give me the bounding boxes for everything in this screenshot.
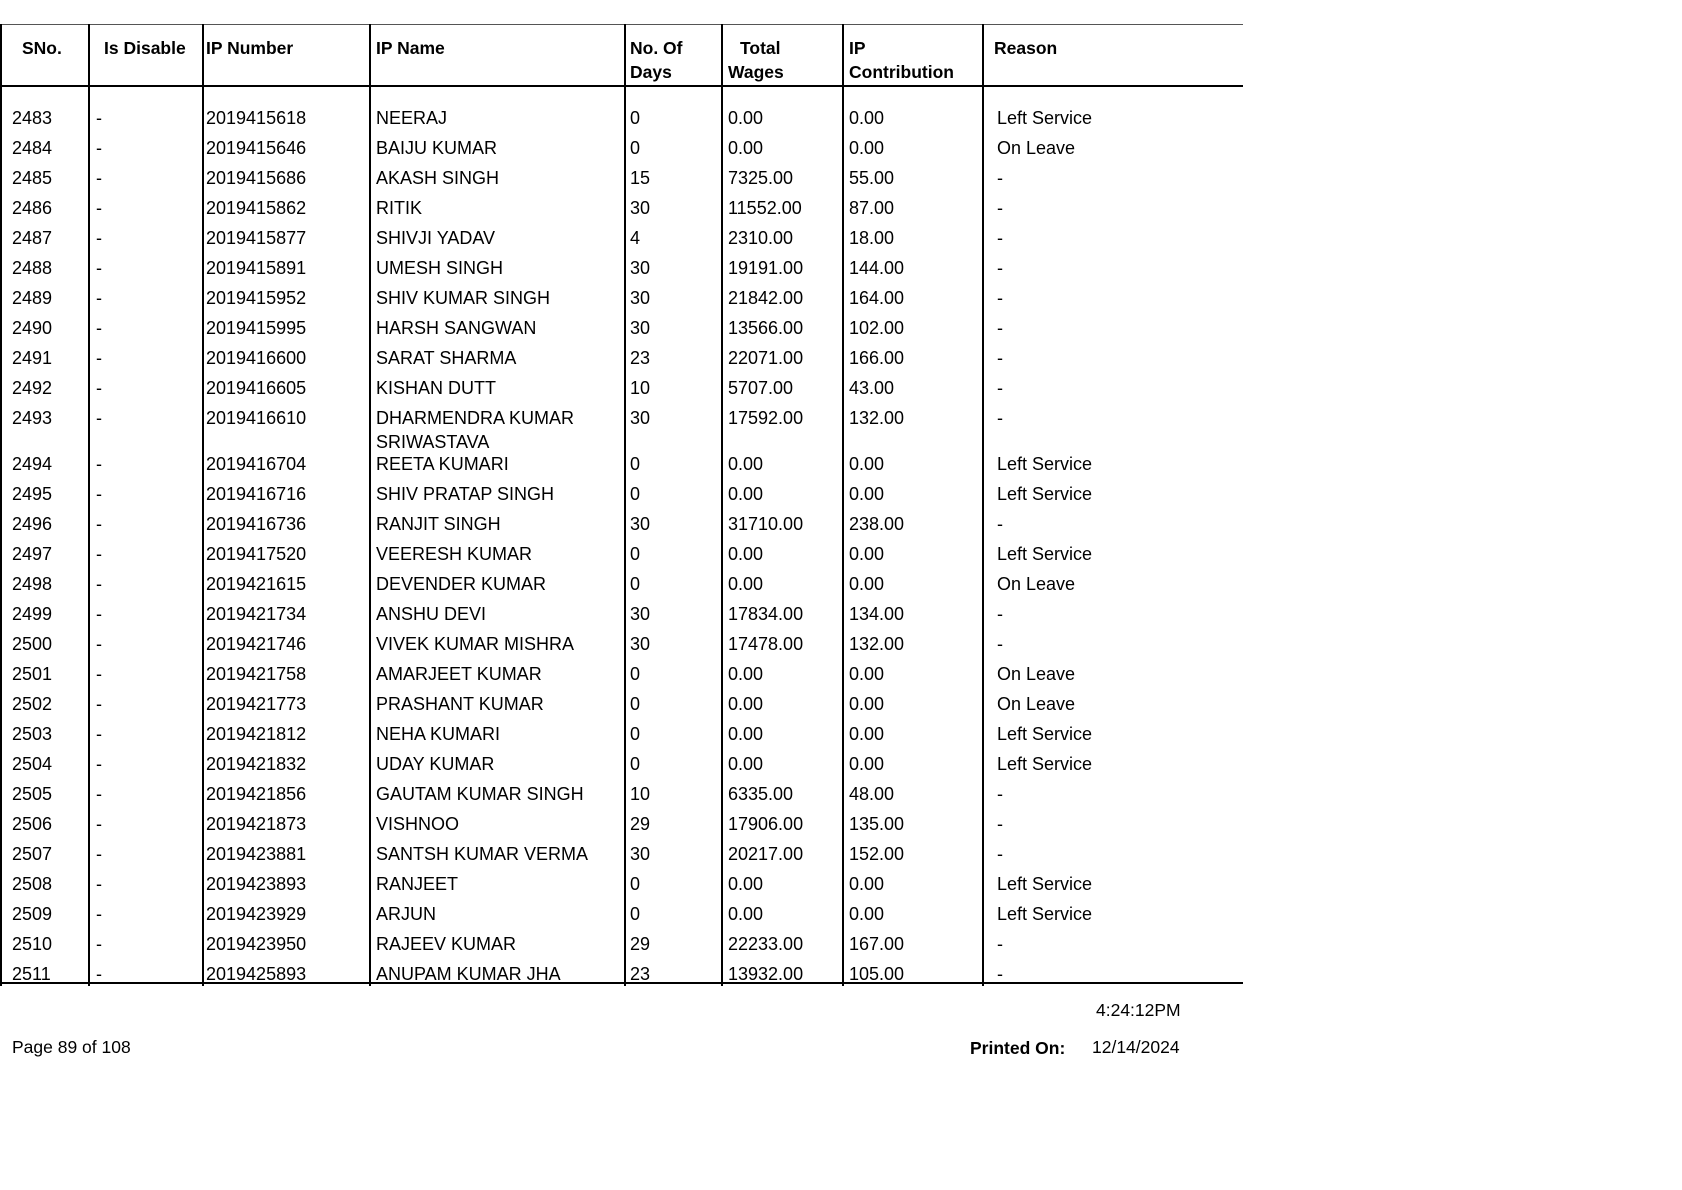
cell-total-wages: 0.00 — [728, 904, 764, 924]
cell-ip-number: 2019421734 — [206, 604, 307, 624]
cell-no-of-days: 0 — [630, 724, 641, 744]
cell-is-disable: - — [96, 754, 102, 774]
cell-ip-contribution: 48.00 — [849, 784, 895, 804]
cell-ip-contribution: 0.00 — [849, 724, 885, 744]
cell-is-disable: - — [96, 784, 102, 804]
cell-ip-contribution: 18.00 — [849, 228, 895, 248]
cell-ip-contribution: 0.00 — [849, 484, 885, 504]
cell-ip-contribution: 132.00 — [849, 634, 905, 654]
cell-is-disable: - — [96, 348, 102, 368]
cell-reason: Left Service — [997, 544, 1093, 564]
cell-sno: 2488 — [12, 258, 53, 278]
cell-is-disable: - — [96, 544, 102, 564]
col-divider — [0, 24, 2, 986]
cell-is-disable: - — [96, 484, 102, 504]
header-ip-number: IP Number — [206, 38, 294, 58]
cell-no-of-days: 30 — [630, 258, 651, 278]
cell-ip-name: RANJIT SINGH — [376, 514, 501, 534]
cell-ip-contribution: 164.00 — [849, 288, 905, 308]
cell-no-of-days: 0 — [630, 138, 641, 158]
cell-sno: 2486 — [12, 198, 53, 218]
cell-ip-name: BAIJU KUMAR — [376, 138, 498, 158]
cell-no-of-days: 0 — [630, 664, 641, 684]
cell-is-disable: - — [96, 408, 102, 428]
cell-is-disable: - — [96, 844, 102, 864]
cell-no-of-days: 0 — [630, 874, 641, 894]
cell-reason: Left Service — [997, 484, 1093, 504]
cell-reason: On Leave — [997, 574, 1076, 594]
cell-total-wages: 19191.00 — [728, 258, 804, 278]
cell-total-wages: 0.00 — [728, 694, 764, 714]
cell-total-wages: 22233.00 — [728, 934, 804, 954]
cell-no-of-days: 10 — [630, 784, 651, 804]
cell-ip-name: DHARMENDRA KUMAR SRIWASTAVA — [376, 408, 575, 452]
cell-sno: 2500 — [12, 634, 53, 654]
cell-ip-number: 2019415995 — [206, 318, 307, 338]
cell-ip-contribution: 152.00 — [849, 844, 905, 864]
cell-no-of-days: 23 — [630, 964, 651, 984]
cell-no-of-days: 29 — [630, 934, 651, 954]
cell-total-wages: 17592.00 — [728, 408, 804, 428]
cell-ip-contribution: 166.00 — [849, 348, 905, 368]
header-ip-contribution-line1: IP — [849, 38, 866, 58]
cell-ip-number: 2019423929 — [206, 904, 307, 924]
cell-is-disable: - — [96, 288, 102, 308]
page-number: Page 89 of 108 — [12, 1037, 131, 1057]
cell-no-of-days: 4 — [630, 228, 641, 248]
cell-is-disable: - — [96, 514, 102, 534]
cell-is-disable: - — [96, 634, 102, 654]
cell-ip-contribution: 102.00 — [849, 318, 905, 338]
cell-is-disable: - — [96, 814, 102, 834]
cell-no-of-days: 30 — [630, 408, 651, 428]
cell-sno: 2487 — [12, 228, 53, 248]
cell-no-of-days: 29 — [630, 814, 651, 834]
cell-sno: 2505 — [12, 784, 53, 804]
cell-ip-name: AMARJEET KUMAR — [376, 664, 542, 684]
cell-ip-number: 2019415646 — [206, 138, 307, 158]
cell-no-of-days: 0 — [630, 484, 641, 504]
cell-ip-contribution: 0.00 — [849, 138, 885, 158]
cell-ip-name: SHIVJI YADAV — [376, 228, 496, 248]
cell-reason: - — [997, 288, 1003, 308]
cell-is-disable: - — [96, 574, 102, 594]
cell-reason: - — [997, 964, 1003, 984]
cell-sno: 2483 — [12, 108, 53, 128]
cell-sno: 2497 — [12, 544, 53, 564]
cell-ip-name: NEHA KUMARI — [376, 724, 501, 744]
cell-ip-number: 2019421856 — [206, 784, 307, 804]
cell-total-wages: 0.00 — [728, 108, 764, 128]
cell-ip-number: 2019416605 — [206, 378, 307, 398]
cell-no-of-days: 0 — [630, 574, 641, 594]
cell-total-wages: 0.00 — [728, 754, 764, 774]
cell-sno: 2484 — [12, 138, 53, 158]
cell-reason: Left Service — [997, 874, 1093, 894]
cell-ip-name: RAJEEV KUMAR — [376, 934, 517, 954]
cell-ip-number: 2019416736 — [206, 514, 307, 534]
cell-ip-contribution: 43.00 — [849, 378, 895, 398]
cell-reason: - — [997, 378, 1003, 398]
cell-reason: Left Service — [997, 754, 1093, 774]
cell-total-wages: 0.00 — [728, 874, 764, 894]
cell-sno: 2506 — [12, 814, 53, 834]
cell-total-wages: 13566.00 — [728, 318, 804, 338]
col-divider — [202, 24, 204, 986]
cell-is-disable: - — [96, 228, 102, 248]
printed-date: 12/14/2024 — [1092, 1037, 1180, 1057]
cell-ip-contribution: 87.00 — [849, 198, 895, 218]
header-no-of-days-line2: Days — [630, 62, 672, 82]
cell-reason: - — [997, 784, 1003, 804]
cell-ip-contribution: 0.00 — [849, 664, 885, 684]
cell-reason: - — [997, 814, 1003, 834]
cell-is-disable: - — [96, 108, 102, 128]
cell-no-of-days: 0 — [630, 904, 641, 924]
cell-is-disable: - — [96, 874, 102, 894]
cell-ip-number: 2019416600 — [206, 348, 307, 368]
cell-ip-contribution: 134.00 — [849, 604, 905, 624]
col-divider — [982, 24, 984, 986]
table-top-rule — [0, 24, 1243, 25]
header-total-wages — [728, 36, 784, 84]
cell-no-of-days: 15 — [630, 168, 651, 188]
cell-sno: 2510 — [12, 934, 53, 954]
cell-sno: 2507 — [12, 844, 53, 864]
cell-reason: - — [997, 168, 1003, 188]
cell-sno: 2490 — [12, 318, 53, 338]
cell-ip-number: 2019416704 — [206, 454, 307, 474]
cell-ip-number: 2019423881 — [206, 844, 307, 864]
col-divider — [88, 24, 90, 986]
header-sno: SNo. — [22, 38, 62, 58]
cell-is-disable: - — [96, 378, 102, 398]
header-total-wages-line2: Wages — [728, 62, 784, 82]
cell-ip-number: 2019416716 — [206, 484, 307, 504]
cell-ip-contribution: 238.00 — [849, 514, 905, 534]
cell-reason: On Leave — [997, 694, 1076, 714]
cell-ip-number: 2019415952 — [206, 288, 307, 308]
cell-is-disable: - — [96, 604, 102, 624]
cell-reason: - — [997, 228, 1003, 248]
cell-sno: 2503 — [12, 724, 53, 744]
cell-ip-name: AKASH SINGH — [376, 168, 500, 188]
cell-sno: 2511 — [12, 964, 51, 984]
printed-on-label: Printed On: — [970, 1038, 1066, 1058]
cell-no-of-days: 10 — [630, 378, 651, 398]
cell-ip-number: 2019421832 — [206, 754, 307, 774]
cell-no-of-days: 0 — [630, 454, 641, 474]
cell-is-disable: - — [96, 258, 102, 278]
cell-ip-name: UMESH SINGH — [376, 258, 504, 278]
cell-sno: 2502 — [12, 694, 53, 714]
cell-total-wages: 17906.00 — [728, 814, 804, 834]
cell-ip-number: 2019425893 — [206, 964, 307, 984]
cell-reason: On Leave — [997, 664, 1076, 684]
cell-total-wages: 0.00 — [728, 454, 764, 474]
cell-total-wages: 0.00 — [728, 138, 764, 158]
cell-total-wages: 17478.00 — [728, 634, 804, 654]
header-ip-contribution — [849, 36, 954, 84]
cell-ip-number: 2019415686 — [206, 168, 307, 188]
cell-sno: 2509 — [12, 904, 53, 924]
cell-ip-number: 2019421758 — [206, 664, 307, 684]
cell-ip-name: GAUTAM KUMAR SINGH — [376, 784, 584, 804]
cell-ip-name: SANTSH KUMAR VERMA — [376, 844, 589, 864]
cell-sno: 2495 — [12, 484, 53, 504]
cell-ip-number: 2019421812 — [206, 724, 307, 744]
cell-total-wages: 22071.00 — [728, 348, 804, 368]
cell-ip-name: REETA KUMARI — [376, 454, 509, 474]
cell-sno: 2498 — [12, 574, 53, 594]
cell-sno: 2493 — [12, 408, 53, 428]
cell-no-of-days: 0 — [630, 108, 641, 128]
header-ip-contribution-line2: Contribution — [849, 62, 954, 82]
cell-sno: 2492 — [12, 378, 53, 398]
cell-sno: 2501 — [12, 664, 53, 684]
cell-total-wages: 6335.00 — [728, 784, 794, 804]
cell-no-of-days: 30 — [630, 288, 651, 308]
cell-ip-contribution: 0.00 — [849, 694, 885, 714]
header-reason: Reason — [994, 38, 1058, 58]
cell-total-wages: 0.00 — [728, 664, 764, 684]
cell-reason: - — [997, 514, 1003, 534]
cell-ip-name: RANJEET — [376, 874, 459, 894]
cell-ip-contribution: 0.00 — [849, 874, 885, 894]
cell-sno: 2504 — [12, 754, 53, 774]
printed-time: 4:24:12PM — [1096, 1000, 1181, 1020]
header-no-of-days-line1: No. Of — [630, 38, 683, 58]
cell-ip-name: ARJUN — [376, 904, 437, 924]
cell-sno: 2494 — [12, 454, 53, 474]
cell-ip-name: ANUPAM KUMAR JHA — [376, 964, 561, 984]
cell-total-wages: 5707.00 — [728, 378, 794, 398]
cell-is-disable: - — [96, 454, 102, 474]
cell-ip-number: 2019415891 — [206, 258, 307, 278]
cell-total-wages: 2310.00 — [728, 228, 794, 248]
cell-is-disable: - — [96, 934, 102, 954]
cell-is-disable: - — [96, 138, 102, 158]
cell-ip-number: 2019421773 — [206, 694, 307, 714]
cell-no-of-days: 30 — [630, 318, 651, 338]
cell-ip-name: NEERAJ — [376, 108, 448, 128]
cell-ip-number: 2019416610 — [206, 408, 307, 428]
cell-ip-contribution: 0.00 — [849, 544, 885, 564]
cell-total-wages: 0.00 — [728, 574, 764, 594]
cell-ip-name: SHIV KUMAR SINGH — [376, 288, 551, 308]
cell-reason: Left Service — [997, 454, 1093, 474]
cell-is-disable: - — [96, 694, 102, 714]
cell-reason: Left Service — [997, 904, 1093, 924]
cell-total-wages: 11552.00 — [728, 198, 802, 218]
cell-sno: 2499 — [12, 604, 53, 624]
cell-ip-name: VIVEK KUMAR MISHRA — [376, 634, 575, 654]
cell-no-of-days: 0 — [630, 754, 641, 774]
cell-reason: - — [997, 348, 1003, 368]
cell-ip-contribution: 0.00 — [849, 108, 885, 128]
cell-ip-name: VEERESH KUMAR — [376, 544, 533, 564]
cell-no-of-days: 30 — [630, 198, 651, 218]
cell-ip-name: VISHNOO — [376, 814, 460, 834]
cell-sno: 2496 — [12, 514, 53, 534]
cell-reason: Left Service — [997, 108, 1093, 128]
cell-ip-number: 2019415877 — [206, 228, 307, 248]
header-ip-name: IP Name — [376, 38, 445, 58]
header-total-wages-line1: Total — [740, 38, 781, 58]
cell-ip-number: 2019421615 — [206, 574, 307, 594]
cell-ip-contribution: 55.00 — [849, 168, 895, 188]
cell-ip-name: DEVENDER KUMAR — [376, 574, 547, 594]
cell-sno: 2508 — [12, 874, 53, 894]
cell-no-of-days: 0 — [630, 544, 641, 564]
cell-ip-contribution: 105.00 — [849, 964, 905, 984]
cell-ip-name: UDAY KUMAR — [376, 754, 495, 774]
cell-reason: - — [997, 318, 1003, 338]
cell-total-wages: 7325.00 — [728, 168, 794, 188]
cell-reason: - — [997, 604, 1003, 624]
cell-is-disable: - — [96, 168, 102, 188]
col-divider — [721, 24, 723, 986]
cell-is-disable: - — [96, 724, 102, 744]
cell-no-of-days: 30 — [630, 514, 651, 534]
cell-ip-number: 2019415618 — [206, 108, 307, 128]
cell-ip-contribution: 144.00 — [849, 258, 905, 278]
cell-reason: - — [997, 198, 1003, 218]
cell-ip-name: RITIK — [376, 198, 423, 218]
col-divider — [842, 24, 844, 986]
cell-total-wages: 17834.00 — [728, 604, 804, 624]
cell-ip-number: 2019417520 — [206, 544, 307, 564]
cell-ip-number: 2019421873 — [206, 814, 307, 834]
cell-ip-contribution: 0.00 — [849, 454, 885, 474]
cell-is-disable: - — [96, 904, 102, 924]
cell-sno: 2489 — [12, 288, 53, 308]
cell-ip-contribution: 167.00 — [849, 934, 905, 954]
cell-ip-number: 2019423893 — [206, 874, 307, 894]
cell-ip-contribution: 0.00 — [849, 574, 885, 594]
cell-no-of-days: 23 — [630, 348, 651, 368]
cell-ip-name: KISHAN DUTT — [376, 378, 497, 398]
cell-sno: 2491 — [12, 348, 53, 368]
cell-total-wages: 13932.00 — [728, 964, 804, 984]
cell-ip-name: SHIV PRATAP SINGH — [376, 484, 555, 504]
cell-ip-name: PRASHANT KUMAR — [376, 694, 544, 714]
header-bottom-rule — [0, 85, 1243, 87]
cell-ip-contribution: 132.00 — [849, 408, 905, 428]
cell-total-wages: 0.00 — [728, 484, 764, 504]
header-no-of-days — [630, 36, 683, 84]
header-is-disable: Is Disable — [104, 38, 186, 58]
cell-ip-number: 2019415862 — [206, 198, 307, 218]
cell-reason: - — [997, 258, 1003, 278]
cell-is-disable: - — [96, 318, 102, 338]
contribution-table — [0, 24, 1243, 982]
cell-sno: 2485 — [12, 168, 53, 188]
cell-reason: - — [997, 934, 1003, 954]
cell-reason: Left Service — [997, 724, 1093, 744]
cell-total-wages: 21842.00 — [728, 288, 804, 308]
cell-ip-name: HARSH SANGWAN — [376, 318, 537, 338]
cell-total-wages: 31710.00 — [728, 514, 804, 534]
cell-ip-number: 2019423950 — [206, 934, 307, 954]
cell-reason: - — [997, 634, 1003, 654]
cell-ip-contribution: 0.00 — [849, 754, 885, 774]
col-divider — [369, 24, 371, 986]
cell-no-of-days: 0 — [630, 694, 641, 714]
cell-ip-name: SARAT SHARMA — [376, 348, 517, 368]
cell-no-of-days: 30 — [630, 844, 651, 864]
cell-is-disable: - — [96, 664, 102, 684]
cell-total-wages: 0.00 — [728, 724, 764, 744]
cell-is-disable: - — [96, 198, 102, 218]
cell-reason: - — [997, 844, 1003, 864]
cell-reason: - — [997, 408, 1003, 428]
cell-ip-contribution: 0.00 — [849, 904, 885, 924]
cell-no-of-days: 30 — [630, 634, 651, 654]
cell-no-of-days: 30 — [630, 604, 651, 624]
cell-reason: On Leave — [997, 138, 1076, 158]
cell-total-wages: 20217.00 — [728, 844, 804, 864]
cell-ip-name: ANSHU DEVI — [376, 604, 487, 624]
cell-total-wages: 0.00 — [728, 544, 764, 564]
col-divider — [624, 24, 626, 986]
cell-ip-number: 2019421746 — [206, 634, 307, 654]
cell-ip-contribution: 135.00 — [849, 814, 905, 834]
cell-is-disable: - — [96, 964, 102, 984]
